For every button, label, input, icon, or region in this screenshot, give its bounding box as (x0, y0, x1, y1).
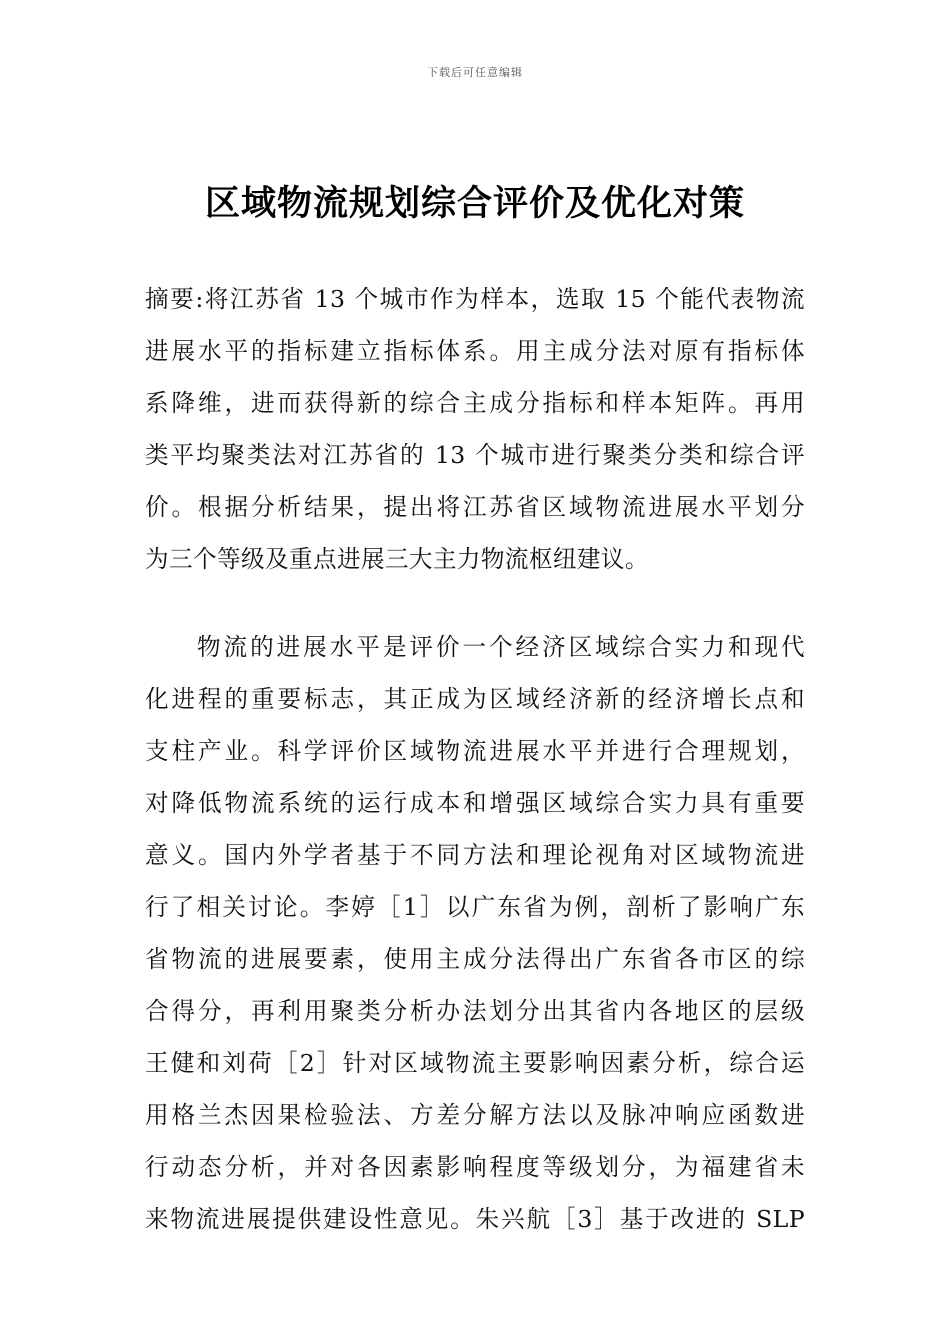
intro-line: 化进程的重要标志，其正成为区域经济新的经济增长点和 (145, 685, 805, 713)
intro-line: 物流的进展水平是评价一个经济区域综合实力和现代 (197, 633, 805, 661)
intro-line: 合得分，再利用聚类分析办法划分出其省内各地区的层级 (145, 997, 805, 1025)
intro-line: 来物流进展提供建设性意见。朱兴航［3］基于改进的 SLP (145, 1205, 805, 1233)
intro-line: 用格兰杰因果检验法、方差分解方法以及脉冲响应函数进 (145, 1101, 805, 1129)
document-title: 区域物流规划综合评价及优化对策 (204, 184, 745, 224)
intro-line: 行了相关讨论。李婷［1］以广东省为例，剖析了影响广东 (145, 893, 805, 921)
abstract-line: 摘要:将江苏省 13 个城市作为样本，选取 15 个能代表物流 (145, 285, 805, 313)
abstract-paragraph (145, 273, 805, 585)
header-note: 下载后可任意编辑 (427, 66, 523, 79)
intro-line: 行动态分析，并对各因素影响程度等级划分，为福建省未 (145, 1153, 805, 1181)
abstract-line: 价。根据分析结果，提出将江苏省区域物流进展水平划分 (145, 493, 805, 521)
intro-line: 意义。国内外学者基于不同方法和理论视角对区域物流进 (145, 841, 805, 869)
abstract-line: 为三个等级及重点进展三大主力物流枢纽建议。 (145, 545, 649, 573)
intro-line: 对降低物流系统的运行成本和增强区域综合实力具有重要 (145, 789, 805, 817)
abstract-line: 进展水平的指标建立指标体系。用主成分法对原有指标体 (145, 337, 805, 365)
intro-paragraph (145, 621, 805, 1245)
abstract-line: 类平均聚类法对江苏省的 13 个城市进行聚类分类和综合评 (145, 441, 805, 469)
intro-line: 支柱产业。科学评价区域物流进展水平并进行合理规划， (145, 737, 805, 765)
abstract-line: 系降维，进而获得新的综合主成分指标和样本矩阵。再用 (145, 389, 805, 417)
intro-line: 王健和刘荷［2］针对区域物流主要影响因素分析，综合运 (145, 1049, 805, 1077)
intro-line: 省物流的进展要素，使用主成分法得出广东省各市区的综 (145, 945, 805, 973)
